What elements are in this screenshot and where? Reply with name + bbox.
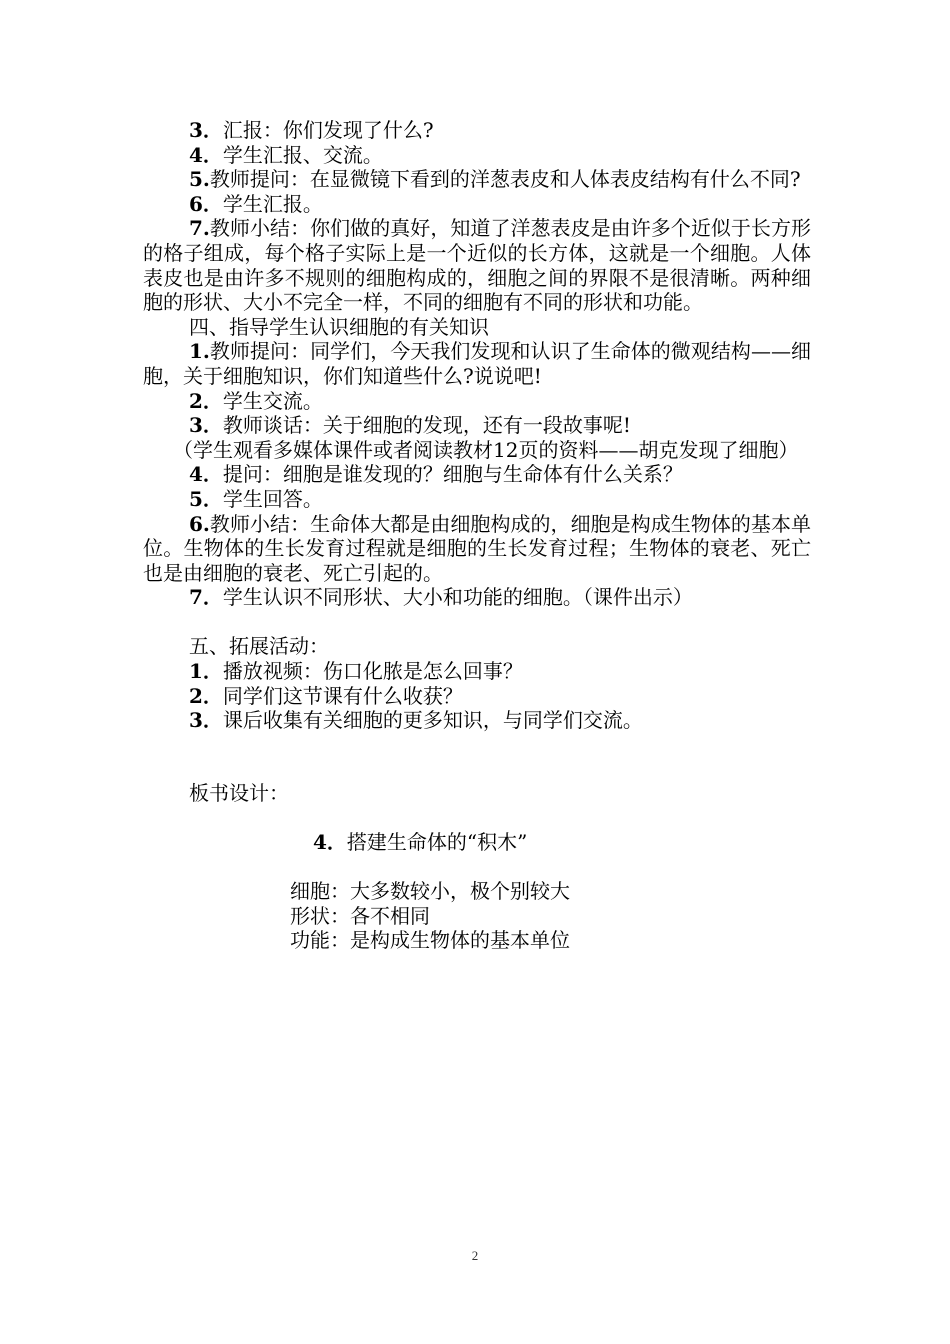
item-number: 6 [189, 511, 203, 536]
document-body [143, 118, 811, 953]
item-number: 3 [189, 413, 203, 438]
section5-item-1: 1．播放视频：伤口化脓是怎么回事？ [189, 659, 523, 684]
section5-item-3: 3．课后收集有关细胞的更多知识，与同学们交流。 [189, 708, 643, 733]
paragraph-5: 7.教师小结：你们做的真好，知道了洋葱表皮是由许多个近似于长方形的格子组成，每个格子实际上是一个近似的长方体，这就是一个细胞。人体表皮也是由许多不规则的细胞构成的，细胞之间的界限不是很清晰。两种细胞的形状、大小不完全一样，不同的细胞有不同的形状和功能。 [143, 216, 811, 315]
section4-note: （学生观看多媒体课件或者阅读教材12页的资料——胡克发现了细胞） [173, 437, 799, 462]
item-number: 1 [189, 659, 203, 684]
item-number: 7 [189, 585, 203, 610]
item-number: 1 [189, 339, 203, 364]
board-line-cell: 细胞：大多数较小，极个别较大 [290, 879, 570, 904]
blank-line [143, 610, 811, 635]
section5-item-2: 2．同学们这节课有什么收获？ [189, 683, 463, 708]
paragraph-3: 5.教师提问：在显微镜下看到的洋葱表皮和人体表皮结构有什么不同? [189, 167, 801, 192]
section4-item-6: 6.教师小结：生命体大都是由细胞构成的，细胞是构成生物体的基本单位。生物体的生长发育过程就是细胞的生长发育过程；生物体的衰老、死亡也是由细胞的衰老、死亡引起的。 [143, 511, 811, 585]
item-number: 5 [189, 167, 203, 192]
item-number: 7 [189, 216, 203, 241]
page-number: 2 [471, 1248, 479, 1263]
item-number: 3 [189, 118, 203, 142]
board-line-shape: 形状：各不相同 [290, 903, 430, 928]
item-number: 6 [189, 191, 203, 216]
section4-item-1: 1.教师提问：同学们，今天我们发现和认识了生命体的微观结构——细胞，关于细胞知识，你们知道些什么?说说吧! [143, 339, 811, 388]
item-number: 3 [189, 708, 203, 733]
paragraph-2: 4．学生汇报、交流。 [189, 142, 383, 167]
item-number: 4 [189, 462, 203, 487]
paragraph-1: 3．汇报：你们发现了什么? [189, 118, 434, 142]
section4-item-2: 2．学生交流。 [189, 388, 323, 413]
section-heading-4: 四、指导学生认识细胞的有关知识 [189, 314, 489, 339]
section4-item-4: 4．提问：细胞是谁发现的？细胞与生命体有什么关系？ [189, 462, 683, 487]
blank-line [143, 855, 811, 880]
section4-item-7: 7．学生认识不同形状、大小和功能的细胞。（课件出示） [189, 585, 693, 610]
board-line-function: 功能：是构成生物体的基本单位 [290, 928, 570, 953]
board-design-label: 板书设计： [189, 780, 289, 805]
blank-line [143, 805, 811, 830]
item-number: 2 [189, 388, 203, 413]
board-title: 4．搭建生命体的“积木” [313, 830, 528, 855]
section-heading-5: 五、拓展活动： [189, 634, 329, 659]
paragraph-4: 6．学生汇报。 [189, 191, 323, 216]
item-number: 4 [189, 142, 203, 167]
section4-item-3: 3．教师谈话：关于细胞的发现，还有一段故事呢! [189, 413, 631, 438]
item-number: 5 [189, 486, 203, 511]
blank-line [143, 733, 811, 781]
item-number: 2 [189, 683, 203, 708]
section4-item-5: 5．学生回答。 [189, 486, 323, 511]
